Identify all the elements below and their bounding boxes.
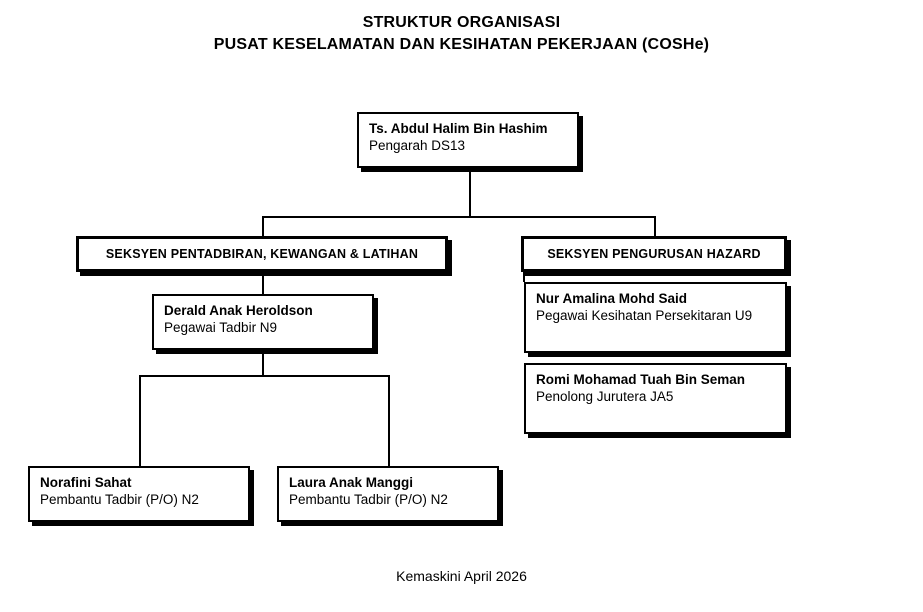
node-admin-staff-2-role: Pembantu Tadbir (P/O) N2	[289, 492, 448, 507]
node-admin-staff-1-name: Norafini Sahat	[40, 475, 132, 490]
node-hazard-member-1-role: Pegawai Kesihatan Persekitaran U9	[536, 308, 753, 323]
page-title-line-2: PUSAT KESELAMATAN DAN KESIHATAN PEKERJAAN (COSHe)	[213, 36, 710, 53]
page-title	[0, 12, 923, 56]
section-hazard-label: SEKSYEN PENGURUSAN HAZARD	[547, 247, 761, 261]
node-admin-staff-2-name: Laura Anak Manggi	[289, 475, 414, 490]
connector-sections-bus	[262, 216, 656, 218]
connector-admin-head-down	[262, 350, 264, 376]
node-admin-head-name: Derald Anak Heroldson	[164, 303, 313, 318]
connector-director-down	[469, 168, 471, 218]
connector-section-hazard-down	[523, 272, 525, 282]
node-admin-staff-1[interactable]	[28, 466, 250, 522]
node-director[interactable]	[357, 112, 579, 168]
section-pengurusan-hazard[interactable]	[521, 236, 787, 272]
section-pentadbiran-kewangan-latihan[interactable]	[76, 236, 448, 272]
connector-to-section-hazard	[654, 216, 656, 236]
section-pentadbiran-label: SEKSYEN PENTADBIRAN, KEWANGAN & LATIHAN	[105, 247, 419, 261]
node-director-role: Pengarah DS13	[369, 138, 466, 153]
node-admin-head[interactable]	[152, 294, 374, 350]
node-hazard-member-2[interactable]	[524, 363, 787, 434]
node-hazard-member-2-role: Penolong Jurutera JA5	[536, 389, 674, 404]
connector-to-staff-1	[139, 375, 141, 466]
node-hazard-member-2-name: Romi Mohamad Tuah Bin Seman	[536, 372, 746, 387]
node-admin-head-role: Pegawai Tadbir N9	[164, 320, 278, 335]
footer-update-text: Kemaskini April 2026	[396, 568, 527, 584]
node-hazard-member-1-name: Nur Amalina Mohd Said	[536, 291, 688, 306]
node-admin-staff-1-role: Pembantu Tadbir (P/O) N2	[40, 492, 199, 507]
connector-to-staff-2	[388, 375, 390, 466]
node-director-name: Ts. Abdul Halim Bin Hashim	[369, 121, 548, 136]
connector-to-section-admin	[262, 216, 264, 236]
node-hazard-member-1[interactable]	[524, 282, 787, 353]
page-title-line-1: STRUKTUR ORGANISASI	[362, 14, 561, 31]
node-admin-staff-2[interactable]	[277, 466, 499, 522]
connector-staff-bus	[139, 375, 390, 377]
